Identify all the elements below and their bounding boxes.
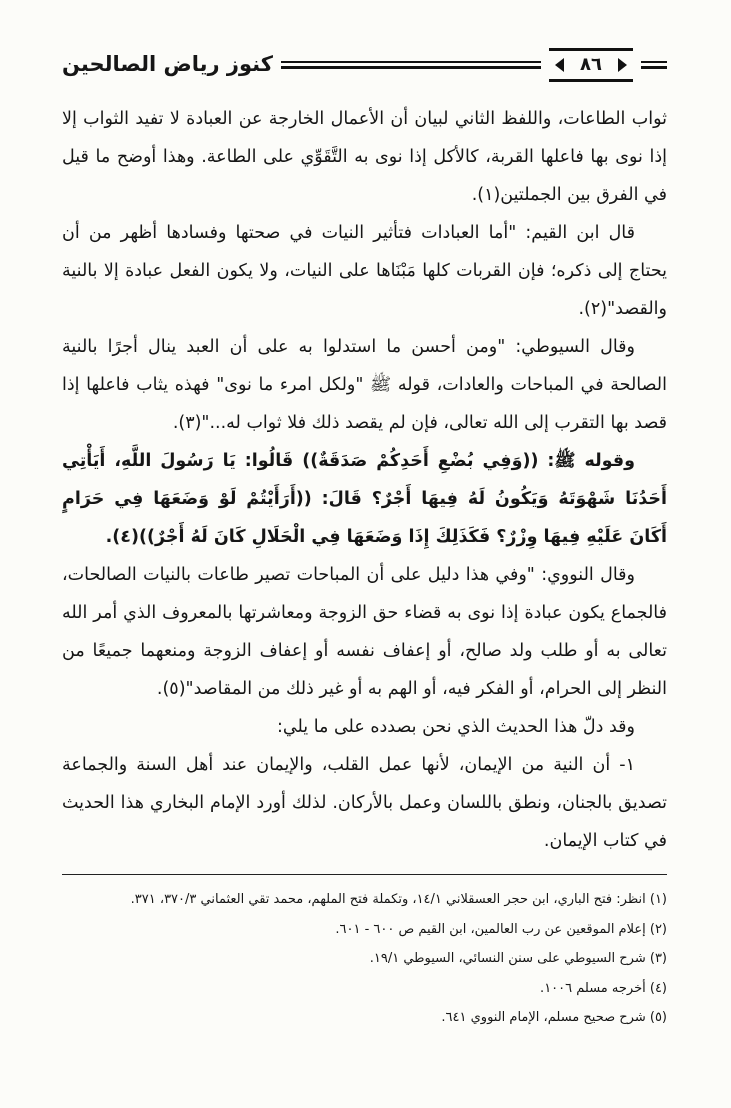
footnote-item: (٤) أخرجه مسلم ١٠٠٦. bbox=[540, 980, 667, 996]
footnote-item: (٢) إعلام الموقعين عن رب العالمين، ابن القيم ص ٦٠٠ - ٦٠١. bbox=[335, 921, 667, 937]
body-paragraph-ibn-alqayyim-quote: قال ابن القيم: "أما العبادات فتأثير النيات في صحتها وفسادها أظهر من أن يحتاج إلى ذكره؛ فإن القربات كلها مَبْنَاها على النيات، ولا يكون الفعل عبادة إلا بالنية والقصد"(٢). bbox=[62, 223, 667, 319]
body-paragraph-nawawi-quote: وقال النووي: "وفي هذا دليل على أن المباحات تصير طاعات بالنيات الصالحات، فالجماع يكون عبادة إذا نوى به قضاء حق الزوجة ومعاشرتها بالمعروف الذي أمر الله تعالى به أو طلب ولد صالح، أو إعفاف نفسه أو إعفاف الزوجة ومنعهما جميعًا من النظر إلى الحرام، أو الفكر فيه، أو الهم به أو غير ذلك من المقاصد"(٥). bbox=[62, 565, 667, 699]
footnote-item: (٥) شرح صحيح مسلم، الإمام النووي ٦٤١. bbox=[441, 1010, 667, 1025]
page-number: ٨٦ bbox=[580, 54, 602, 75]
page-number-cartouche bbox=[549, 48, 633, 82]
header-rule bbox=[281, 61, 541, 69]
footnote-item: (١) انظر: فتح الباري، ابن حجر العسقلاني ١٤/١، وتكملة فتح الملهم، محمد تقي العثماني ٣٧٠/٣، ٣٧١. bbox=[130, 892, 667, 907]
header-rule-end bbox=[641, 61, 667, 69]
page-header bbox=[62, 46, 667, 84]
hadith-paragraph: وقوله ﷺ: ((وَفِي بُضْعِ أَحَدِكُمْ صَدَقَةٌ)) قَالُوا: يَا رَسُولَ اللَّهِ، أَيَأْتِي أَحَدُنَا شَهْوَتَهُ وَيَكُونُ لَهُ فِيهَا أَجْرٌ؟ قَالَ: ((أَرَأَيْتُمْ لَوْ وَضَعَهَا فِي حَرَامٍ أَكَانَ عَلَيْهِ فِيهَا وِزْرٌ؟ فَكَذَلِكَ إِذَا وَضَعَهَا فِي الْحَلَالِ كَانَ لَهُ أَجْرٌ))(٤). bbox=[62, 451, 667, 547]
footnotes-section bbox=[62, 885, 667, 1033]
body-paragraph-point-one: ١- أن النية من الإيمان، لأنها عمل القلب، والإيمان عند أهل السنة والجماعة تصديق بالجنان، ونطق باللسان وعمل بالأركان. لذلك أورد الإمام البخاري هذا الحديث في كتاب الإيمان. bbox=[62, 755, 667, 851]
footnote-separator bbox=[62, 874, 667, 875]
footnote-item: (٣) شرح السيوطي على سنن النسائي، السيوطي ١٩/١. bbox=[369, 951, 667, 966]
main-text bbox=[62, 100, 667, 860]
body-paragraph-lead-in: وقد دلّ هذا الحديث الذي نحن بصدده على ما يلي: bbox=[276, 717, 635, 737]
body-paragraph-suyuti-quote: وقال السيوطي: "ومن أحسن ما استدلوا به على أن العبد ينال أجرًا بالنية الصالحة في المباحات والعادات، قوله ﷺ "ولكل امرء ما نوى" فهذه يثاب فاعلها إذا قصد بها التقرب إلى الله تعالى، فإن لم يقصد ذلك فلا ثواب له..."(٣). bbox=[62, 337, 667, 433]
cartouche-right-arrow-ornament bbox=[618, 58, 627, 72]
body-paragraph-continuation: ثواب الطاعات، واللفظ الثاني لبيان أن الأعمال الخارجة عن العبادة لا تفيد الثواب إلا إذا نوى بها فاعلها القربة، كالأكل إذا نوى به التَّقَوِّي على الطاعة. وهذا أوضح ما قيل في الفرق بين الجملتين(١). bbox=[62, 109, 667, 205]
book-title: كنوز رياض الصالحين bbox=[62, 51, 273, 76]
cartouche-left-arrow-ornament bbox=[555, 58, 564, 72]
